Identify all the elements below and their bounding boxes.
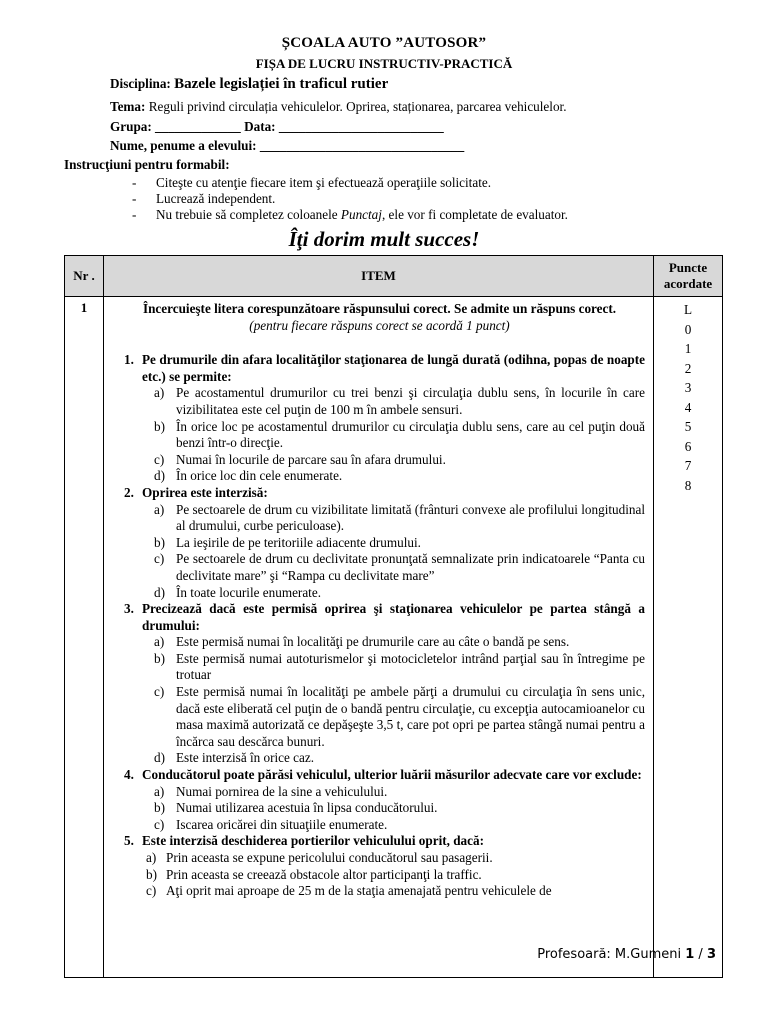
option-text: Pe acostamentul drumurilor cu trei benzi şi circulaţia dublu sens, în locurile în care vizibilitatea este cel puţin de 100 m în ambele sensuri. [176, 385, 645, 417]
topic-label: Tema: [110, 99, 146, 114]
option-text: Este interzisă în orice caz. [176, 750, 315, 766]
row-number: 1 [65, 297, 104, 978]
school-name: ȘCOALA AUTO ”AUTOSOR” [281, 35, 487, 51]
answer-option[interactable] [114, 535, 645, 552]
question-text: Oprirea este interzisă: [142, 484, 268, 500]
task-instruction: Încercuieşte litera corespunzătoare răspunsului corect. Se admite un răspuns corect. [142, 301, 617, 316]
questions-list [114, 352, 645, 900]
answer-option[interactable] [114, 867, 645, 884]
worksheet-title: FIȘA DE LUCRU INSTRUCTIV-PRACTICĂ [255, 56, 513, 71]
answer-option[interactable] [114, 800, 645, 817]
option-text: Prin aceasta se creează obstacole altor participanţi la traffic. [166, 866, 482, 882]
column-header-points: Puncte acordate [654, 256, 723, 297]
page-total: 3 [706, 947, 716, 962]
option-letter[interactable]: c) [154, 816, 165, 832]
column-header-nr: Nr . [65, 256, 104, 297]
answer-option[interactable] [114, 684, 645, 750]
option-letter[interactable]: c) [146, 883, 157, 899]
instruction-item: - Citeşte cu atenţie fiecare item şi efectuează operaţiile solicitate. [132, 175, 492, 190]
option-letter[interactable]: b) [154, 800, 165, 816]
answer-option[interactable] [114, 419, 645, 452]
group-date-line: Grupa: _____________ Data: _________________________ [110, 119, 444, 134]
task-scoring-note: (pentru fiecare răspuns corect se acordă 1 punct) [249, 317, 510, 333]
points-value[interactable]: 8 [684, 477, 692, 493]
question-text: Precizează dacă este permisă oprirea şi staţionarea vehiculelor pe partea stângă a drumului: [142, 601, 645, 633]
option-letter[interactable]: c) [154, 684, 165, 700]
option-text: În orice loc din cele enumerate. [176, 468, 343, 484]
option-text: Prin aceasta se expune pericolului conducătorul sau pasagerii. [166, 850, 493, 865]
instruction-item: - Lucrează independent. [132, 191, 276, 206]
option-letter[interactable]: d) [154, 750, 165, 766]
option-letter[interactable]: a) [146, 850, 157, 865]
answer-option[interactable] [114, 750, 645, 767]
quiz-table [64, 255, 723, 978]
option-text: La ieşirile de pe teritoriile adiacente drumului. [176, 534, 421, 550]
option-letter[interactable]: b) [154, 418, 165, 434]
option-letter[interactable]: a) [154, 501, 165, 517]
answer-option[interactable] [114, 502, 645, 535]
answer-option[interactable] [114, 784, 645, 801]
answer-option[interactable] [114, 817, 645, 834]
option-text: Aţi oprit mai aproape de 25 m de la staţia amenajată pentru vehiculele de [166, 883, 552, 899]
option-letter[interactable]: b) [146, 866, 157, 882]
answer-option[interactable] [114, 385, 645, 418]
points-value[interactable]: 1 [684, 341, 692, 356]
answer-option[interactable] [114, 634, 645, 651]
question [114, 352, 645, 385]
page-number: 1 [685, 947, 695, 962]
option-text: Numai pornirea de la sine a vehiculului. [176, 783, 388, 799]
option-letter[interactable]: b) [154, 650, 165, 666]
question-number: 3. [124, 601, 134, 617]
points-value[interactable]: 0 [684, 321, 692, 337]
points-column[interactable] [654, 297, 723, 978]
answer-option[interactable] [114, 551, 645, 584]
option-letter[interactable]: c) [154, 551, 165, 567]
option-letter[interactable]: d) [154, 584, 165, 600]
option-text: Numai în locurile de parcare sau în afara drumului. [176, 451, 446, 467]
option-text: Pe sectoarele de drum cu declivitate pronunţată semnalizate prin indicatoarele “Panta cu declivitate mare” şi “Rampa cu declivitate mare” [176, 551, 645, 583]
option-text: Este permisă numai în localităţi pe drumurile care au câte o bandă pe sens. [176, 634, 570, 650]
question-number: 5. [124, 833, 134, 849]
option-text: Numai utilizarea acestuia în lipsa conducătorului. [176, 800, 438, 816]
topic-line [110, 99, 567, 115]
option-text: Este permisă numai autoturismelor şi motocicletelor intrând parţial sau în întregime pe trotuar [176, 650, 645, 683]
points-value[interactable]: 3 [684, 380, 692, 395]
option-letter[interactable]: d) [154, 468, 165, 484]
column-header-item: ITEM [104, 256, 654, 297]
answer-option[interactable] [114, 883, 645, 900]
option-letter[interactable]: c) [154, 451, 165, 467]
points-value[interactable]: 4 [684, 399, 692, 415]
teacher-name: Profesoară: M.Gumeni [537, 947, 682, 962]
answer-option[interactable] [114, 585, 645, 602]
option-letter[interactable]: a) [154, 385, 165, 401]
question-number: 1. [124, 352, 134, 368]
instruction-item: - Nu trebuie să completez coloanele Punctaj, ele vor fi completate de evaluator. [132, 207, 568, 222]
points-value[interactable]: 6 [684, 438, 692, 454]
item-content [104, 297, 654, 978]
answer-option[interactable] [114, 452, 645, 469]
option-letter[interactable]: a) [154, 634, 165, 650]
question [114, 833, 645, 850]
points-value[interactable]: 7 [684, 458, 692, 473]
question-number: 2. [124, 484, 134, 500]
good-luck-message: Îţi dorim mult succes! [288, 227, 480, 251]
points-value[interactable]: L [683, 302, 693, 317]
option-text: Iscarea oricărei din situaţiile enumerate. [176, 816, 388, 832]
option-text: În orice loc pe acostamentul drumurilor cu circulaţia dublu sens, care au cel puţin două benzi într-o direcţie. [176, 418, 645, 451]
footer: Profesoară: M.Gumeni 1 / 3 [537, 947, 716, 962]
option-text: Este permisă numai în localităţi pe ambele părţi a drumului cu circulaţia în sens unic, dacă este eliberată cel puţin de o bandă pentru circulaţie, cu excepţia autocamioanelor cu masa maximă autorizată ce depăşeşte 3,5 t, care pot opri pe partea stângă numai pentru a încărca sau descărca bunuri. [176, 684, 645, 749]
option-letter[interactable]: b) [154, 534, 165, 550]
points-value[interactable]: 5 [684, 419, 692, 434]
discipline-line [110, 76, 388, 93]
topic-value: Reguli privind circulația vehiculelor. Oprirea, staționarea, parcarea vehiculelor. [148, 99, 567, 114]
question-text: Pe drumurile din afara localităţilor staţionarea de lungă durată (odihna, popas de noapte etc.) se permite: [142, 352, 645, 384]
option-text: Pe sectoarele de drum cu vizibilitate limitată (frânturi convexe ale profilului longitudinal al drumului, curbe periculoase). [176, 501, 645, 534]
question-text: Conducătorul poate părăsi vehiculul, ulterior luării măsurilor adecvate care vor exclude: [142, 767, 642, 783]
question [114, 767, 645, 784]
student-name-line: Nume, penume a elevului: _______________________________ [110, 138, 465, 153]
question [114, 485, 645, 502]
discipline-label: Disciplina: [110, 76, 171, 91]
question [114, 601, 645, 634]
option-letter[interactable]: a) [154, 783, 165, 799]
question-number: 4. [124, 767, 134, 783]
answer-option[interactable] [114, 850, 645, 867]
answer-option[interactable] [114, 651, 645, 684]
option-text: În toate locurile enumerate. [176, 584, 321, 600]
discipline-value: Bazele legislației în traficul rutier [174, 76, 389, 92]
points-value[interactable]: 2 [684, 360, 692, 376]
answer-option[interactable] [114, 468, 645, 485]
instructions-title: Instrucţiuni pentru formabil: [64, 157, 230, 172]
question-text: Este interzisă deschiderea portierilor vehiculului oprit, dacă: [142, 833, 484, 849]
